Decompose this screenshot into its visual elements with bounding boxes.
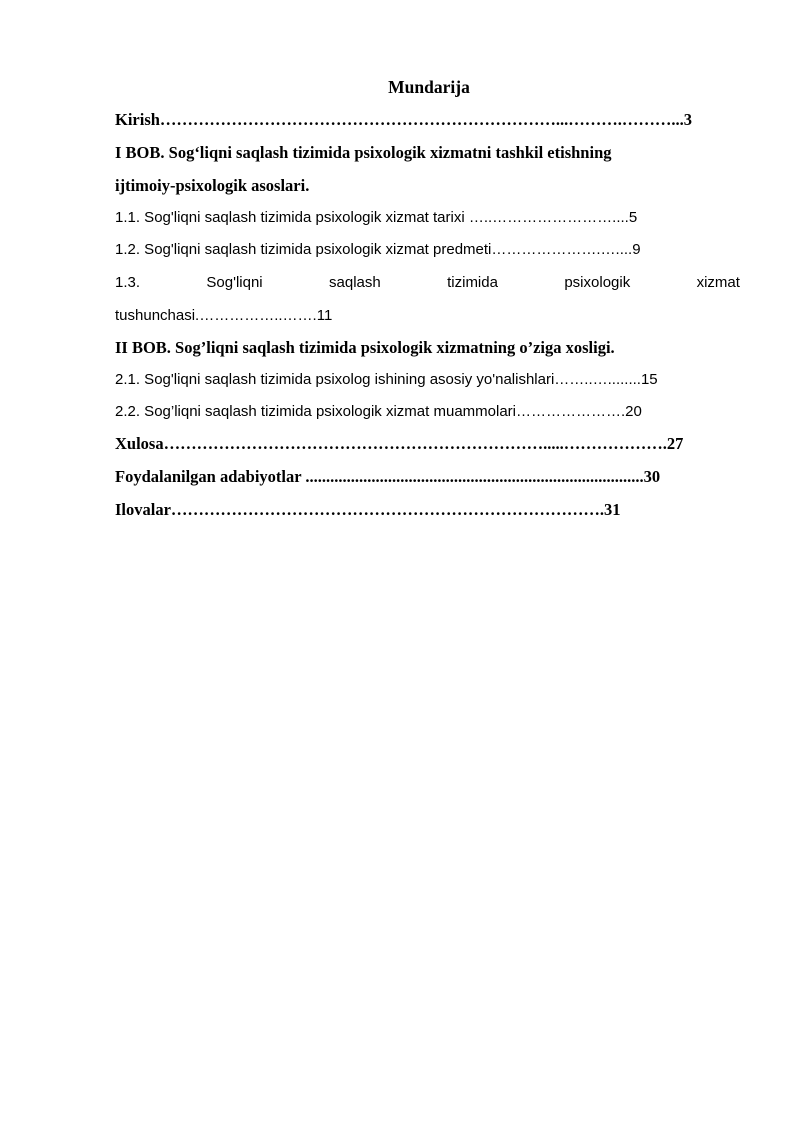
toc-entry-1-3-cont: tushunchasi.……………..…….11 — [115, 307, 333, 324]
toc-entry-2-2: 2.2. Sog’liqni saqlash tizimida psixologik xizmat muammolari………………….20 — [115, 403, 642, 420]
toc-word: xizmat — [696, 274, 740, 291]
toc-word: tizimida — [447, 274, 498, 291]
toc-entry-1-3 — [115, 272, 740, 294]
toc-entry-2-1: 2.1. Sog'liqni saqlash tizimida psixolog ishining asosiy yo'nalishlari……..…........15 — [115, 371, 658, 388]
toc-entry-kirish: Kirish………………………………………………………………...……….………...3 — [115, 110, 693, 129]
toc-word: 1.3. — [115, 274, 141, 291]
toc-word: Sog'liqni — [206, 274, 263, 291]
toc-chapter-1-heading: I BOB. Sog‘liqni saqlash tizimida psixologik xizmatni tashkil etishning — [115, 143, 612, 162]
toc-entry-xulosa: Xulosa…………………………………………………………….....……………….27 — [115, 434, 684, 453]
toc-entry-ilovalar: Ilovalar…………………………………………………………………….31 — [115, 500, 621, 519]
page-title: Mundarija — [388, 77, 470, 97]
toc-chapter-2-heading: II BOB. Sog’liqni saqlash tizimida psixologik xizmatning o’ziga xosligi. — [115, 338, 615, 357]
toc-entry-1-2: 1.2. Sog'liqni saqlash tizimida psixologik xizmat predmeti………………….…....9 — [115, 241, 641, 258]
toc-word: psixologik — [564, 274, 631, 291]
toc-chapter-1-heading-cont: ijtimoiy-psixologik asoslari. — [115, 176, 310, 195]
toc-word: saqlash — [329, 274, 381, 291]
toc-entry-adabiyotlar: Foydalanilgan adabiyotlar ..................................................................................30 — [115, 467, 661, 486]
toc-entry-1-1: 1.1. Sog'liqni saqlash tizimida psixologik xizmat tarixi …..……………………....5 — [115, 209, 638, 226]
